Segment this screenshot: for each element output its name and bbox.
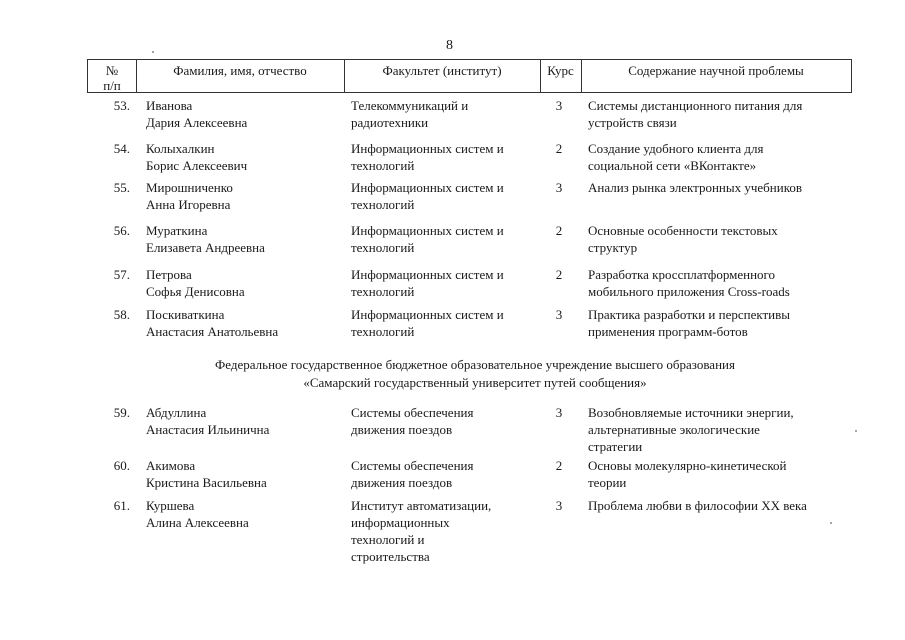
- scan-speck: [152, 51, 154, 53]
- faculty: Системы обеспечения движения поездов: [351, 458, 474, 490]
- header-num-line2: п/п: [103, 78, 121, 93]
- header-faculty: Факультет (институт): [382, 63, 502, 78]
- student-name: Мирошниченко Анна Игоревна: [146, 180, 233, 212]
- student-name: Куршева Алина Алексеевна: [146, 498, 249, 530]
- row-number: 59.: [113, 405, 130, 420]
- faculty: Информационных систем и технологий: [351, 223, 504, 255]
- row-number: 54.: [113, 141, 130, 156]
- topic: Разработка кроссплатформенного мобильного приложения Cross-roads: [588, 267, 790, 299]
- header-num-line1: №: [105, 63, 119, 78]
- header-topic: Содержание научной проблемы: [628, 63, 804, 78]
- course: 3: [555, 180, 563, 195]
- student-name: Поскиваткина Анастасия Анатольевна: [146, 307, 279, 339]
- course: 2: [555, 267, 563, 282]
- header-course: Курс: [547, 63, 574, 78]
- topic: Системы дистанционного питания для устройств связи: [588, 98, 803, 130]
- scan-speck: [830, 522, 832, 524]
- topic: Анализ рынка электронных учебников: [588, 180, 803, 195]
- topic: Возобновляемые источники энергии, альтернативные экологические стратегии: [588, 405, 794, 454]
- student-name: Акимова Кристина Васильевна: [146, 458, 267, 490]
- faculty: Телекоммуникаций и радиотехники: [351, 98, 469, 130]
- faculty: Институт автоматизации, информационных технологий и строительства: [351, 498, 492, 564]
- topic: Практика разработки и перспективы применения программ-ботов: [588, 307, 790, 339]
- organization-heading: [80, 356, 870, 392]
- student-name: Мураткина Елизавета Андреевна: [146, 223, 265, 255]
- course: 2: [555, 223, 563, 238]
- faculty: Информационных систем и технологий: [351, 180, 504, 212]
- faculty: Информационных систем и технологий: [351, 307, 504, 339]
- course: 2: [555, 141, 563, 156]
- student-name: Колыхалкин Борис Алексеевич: [146, 141, 248, 173]
- topic: Основные особенности текстовых структур: [588, 223, 778, 255]
- table-header: [87, 59, 852, 93]
- faculty: Системы обеспечения движения поездов: [351, 405, 474, 437]
- organization-line1: Федеральное государственное бюджетное образовательное учреждение высшего образования: [215, 357, 735, 372]
- student-name: Петрова Софья Денисовна: [146, 267, 245, 299]
- scan-speck: [855, 430, 857, 432]
- course: 2: [555, 458, 563, 473]
- row-number: 61.: [113, 498, 130, 513]
- student-name: Абдуллина Анастасия Ильинична: [146, 405, 270, 437]
- course: 3: [555, 498, 563, 513]
- row-number: 53.: [113, 98, 130, 113]
- row-number: 55.: [113, 180, 130, 195]
- course: 3: [555, 98, 563, 113]
- header-name: Фамилия, имя, отчество: [173, 63, 307, 78]
- row-number: 56.: [113, 223, 130, 238]
- course: 3: [555, 307, 563, 322]
- topic: Основы молекулярно-кинетической теории: [588, 458, 787, 490]
- page-number: 8: [446, 38, 453, 53]
- topic: Создание удобного клиента для социальной сети «ВКонтакте»: [588, 141, 764, 173]
- student-name: Иванова Дария Алексеевна: [146, 98, 248, 130]
- topic: Проблема любви в философии XX века: [588, 498, 807, 513]
- row-number: 57.: [113, 267, 130, 282]
- row-number: 60.: [113, 458, 130, 473]
- faculty: Информационных систем и технологий: [351, 267, 504, 299]
- header-num: [88, 63, 136, 93]
- faculty: Информационных систем и технологий: [351, 141, 504, 173]
- course: 3: [555, 405, 563, 420]
- organization-line2: «Самарский государственный университет путей сообщения»: [303, 375, 647, 390]
- row-number: 58.: [113, 307, 130, 322]
